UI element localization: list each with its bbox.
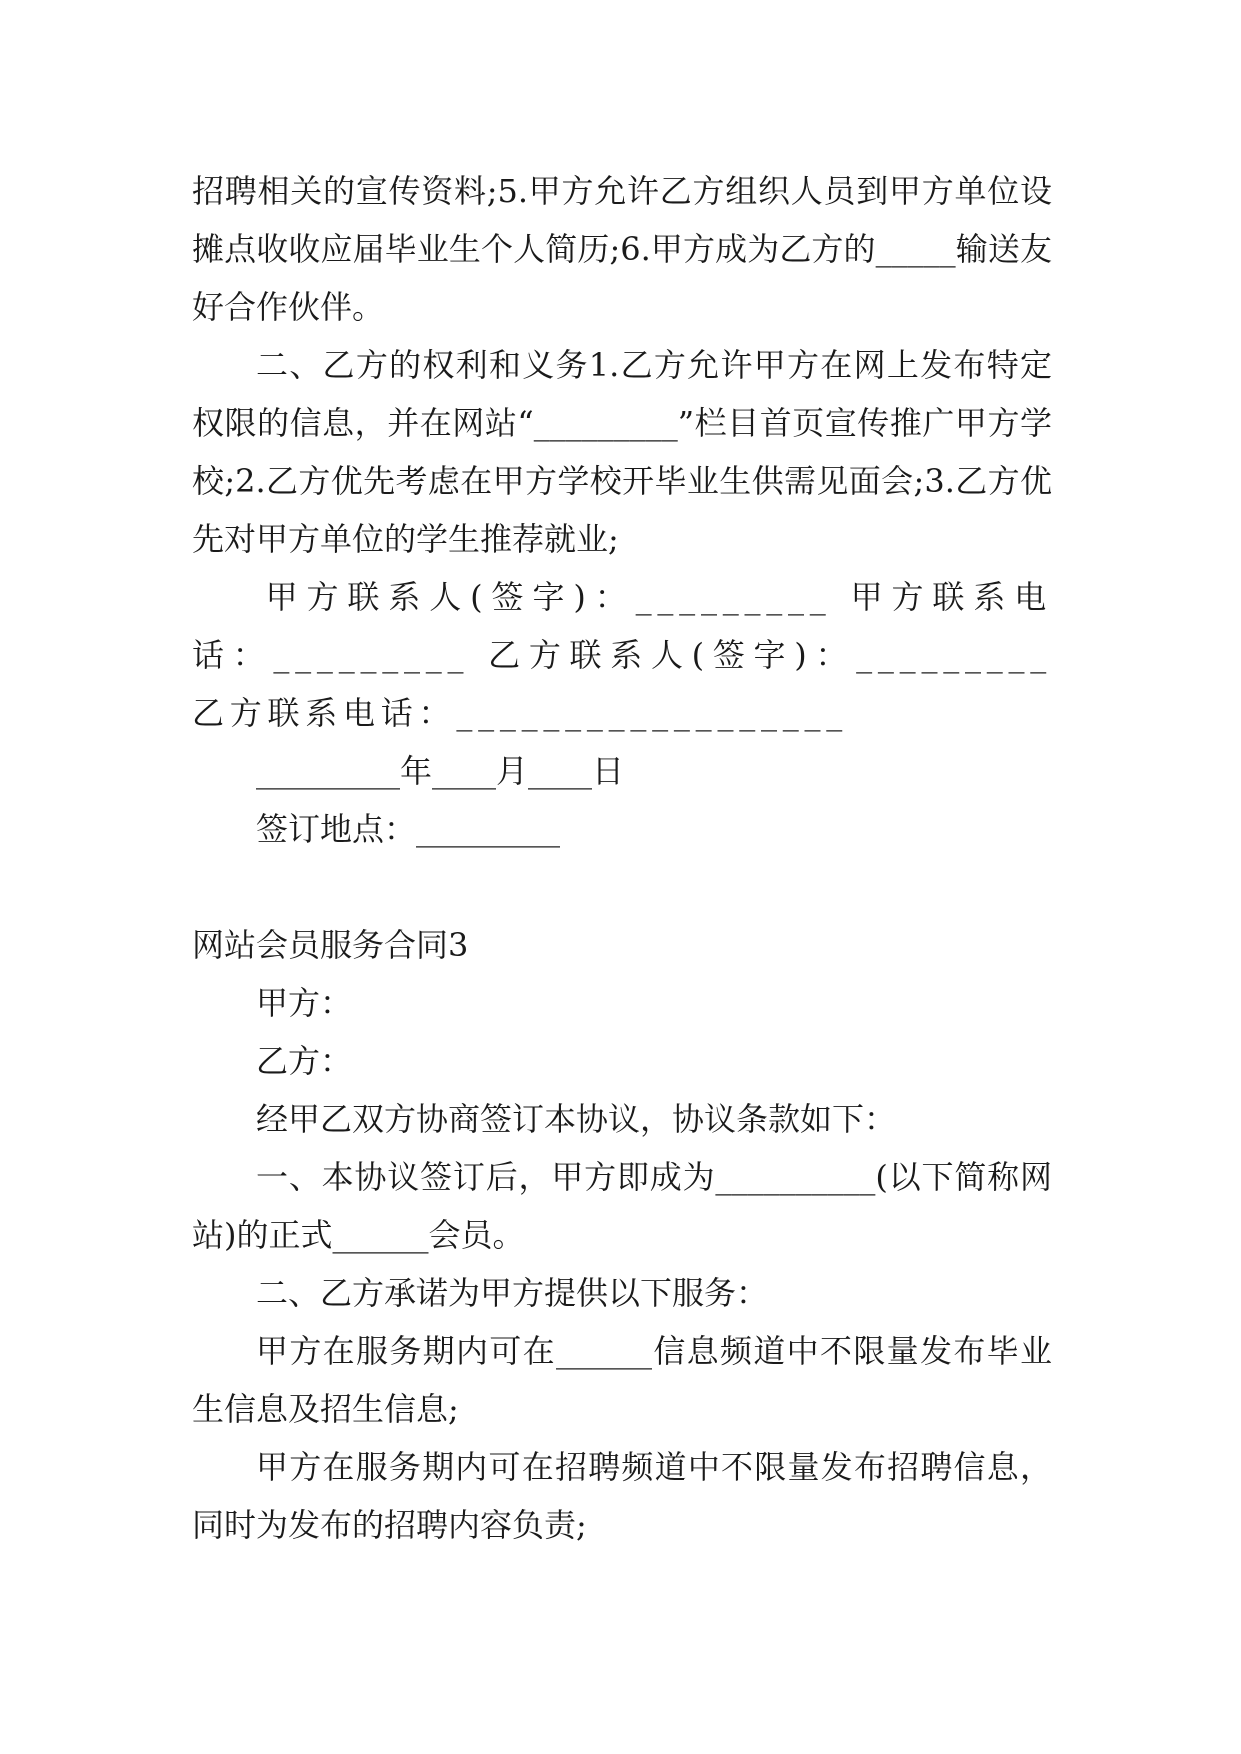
- paragraph-recruitment-materials: 招聘相关的宣传资料;5.甲方允许乙方组织人员到甲方单位设摊点收收应届毕业生个人简历;6.甲方成为乙方的_____输送友好合作伙伴。: [192, 172, 1052, 326]
- party-b-line: 乙方：: [256, 1042, 353, 1080]
- signature-block: 甲方联系人(签字)：_________ 甲方联系电话：_________ 乙方联系人(签字)：_________ 乙方联系电话：__________________: [192, 578, 1052, 732]
- date-line: _________年____月____日: [256, 752, 625, 790]
- service-recruitment-info: 甲方在服务期内可在招聘频道中不限量发布招聘信息，同时为发布的招聘内容负责;: [192, 1448, 1052, 1544]
- agreement-intro: 经甲乙双方协商签订本协议，协议条款如下：: [256, 1100, 897, 1138]
- service-graduate-info: 甲方在服务期内可在______信息频道中不限量发布毕业生信息及招生信息;: [192, 1332, 1052, 1428]
- party-a-line: 甲方：: [256, 984, 353, 1022]
- section-gap: [192, 858, 1052, 916]
- clause-one: 一、本协议签订后，甲方即成为__________(以下简称网站)的正式______会员。: [192, 1158, 1052, 1254]
- sign-place: 签订地点：_________: [256, 810, 561, 848]
- paragraph-party-b-rights: 二、乙方的权利和义务1.乙方允许甲方在网上发布特定权限的信息，并在网站“_________”栏目首页宣传推广甲方学校;2.乙方优先考虑在甲方学校开毕业生供需见面会;3.乙方优先对甲方单位的学生推荐就业;: [192, 346, 1052, 558]
- document-page: [192, 162, 1052, 1554]
- contract-title: 网站会员服务合同3: [192, 926, 469, 964]
- clause-two: 二、乙方承诺为甲方提供以下服务：: [256, 1274, 769, 1312]
